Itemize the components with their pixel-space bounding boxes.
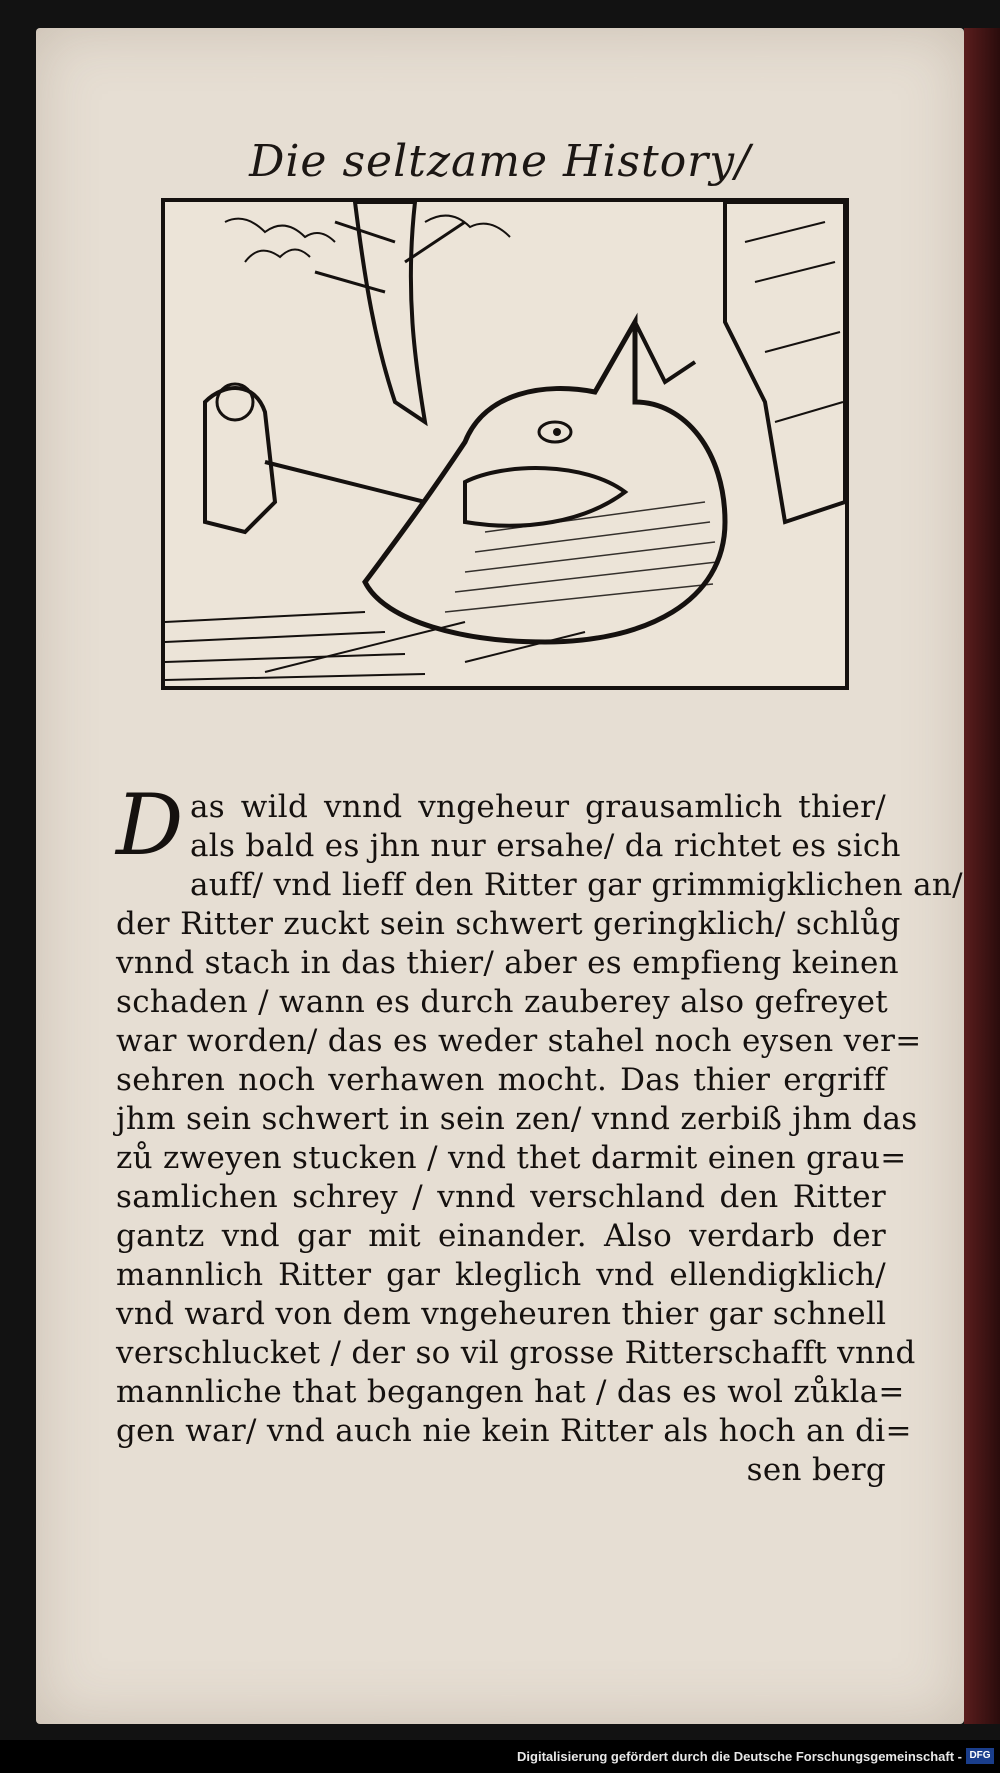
text-line: gen war/ vnd auch nie kein Ritter als hoch an di= [116,1413,912,1449]
text-line: war worden/ das es weder stahel noch eysen ver= [116,1023,922,1059]
text-line: as wild vnnd vngeheur grausamlich thier/ [190,789,886,825]
text-line: auff/ vnd lieff den Ritter gar grimmigklichen an/ [190,867,963,903]
book-page [36,28,964,1724]
body-paragraph [116,776,963,1490]
running-head: Die seltzame History/ [249,136,751,187]
text-line: jhm sein schwert in sein zen/ vnnd zerbiß jhm das [116,1101,918,1137]
text-line: mannlich Ritter gar kleglich vnd ellendigklich/ [116,1257,886,1293]
text-line: gantz vnd gar mit einander. Also verdarb der [116,1218,886,1254]
woodcut-icon [165,202,845,686]
catchword-line: sen berg [746,1452,886,1488]
text-line: samlichen schrey / vnnd verschland den Ritter [116,1179,886,1215]
text-line: als bald es jhn nur ersahe/ da richtet es sich [190,828,901,864]
text-line: schaden / wann es durch zauberey also gefreyet [116,984,889,1020]
text-line: verschlucket / der so vil grosse Ritterschafft vnnd [116,1335,916,1371]
woodcut-illustration [161,198,849,690]
text-line: zů zweyen stucken / vnd thet darmit einen grau= [116,1140,907,1176]
digitization-note: Digitalisierung gefördert durch die Deutsche Forschungsgemeinschaft - [517,1749,962,1764]
text-line: der Ritter zuckt sein schwert geringklich/ schlůg [116,906,901,942]
book-edge [964,28,1000,1724]
text-line: sehren noch verhawen mocht. Das thier ergriff [116,1062,886,1098]
text-line: mannliche that begangen hat / das es wol zůkla= [116,1374,905,1410]
text-line: vnd ward von dem vngeheuren thier gar schnell [116,1296,887,1332]
dfg-logo-icon: DFG [966,1748,994,1764]
decorated-initial: D [116,776,184,874]
text-line: vnnd stach in das thier/ aber es empfieng keinen [116,945,899,981]
